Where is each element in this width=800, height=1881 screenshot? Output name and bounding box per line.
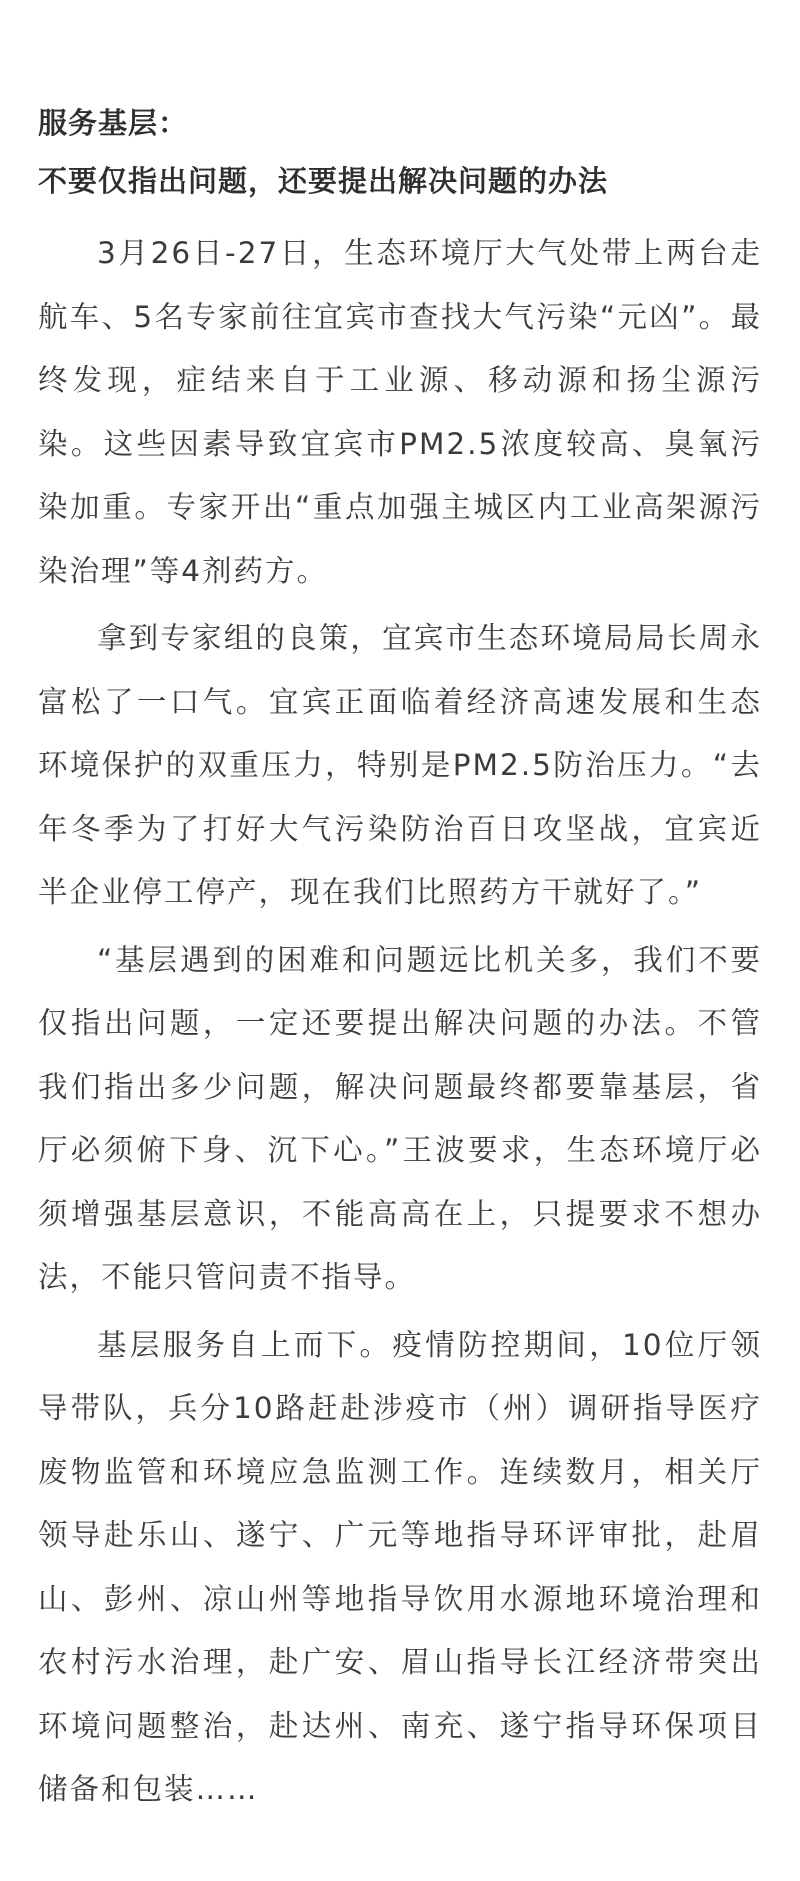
paragraph-2: 拿到专家组的良策，宜宾市生态环境局局长周永富松了一口气。宜宾正面临着经济高速发展和生态环境保护的双重压力，特别是PM2.5防治压力。“去年冬季为了打好大气污染防治百日攻坚战，宜宾近半企业停工停产，现在我们比照药方干就好了。”	[38, 621, 762, 909]
paragraph-1: 3月26日-27日，生态环境厅大气处带上两台走航车、5名专家前往宜宾市查找大气污染“元凶”。最终发现，症结来自于工业源、移动源和扬尘源污染。这些因素导致宜宾市PM2.5浓度较高、臭氧污染加重。专家开出“重点加强主城区内工业高架源污染治理”等4剂药方。	[38, 236, 762, 588]
paragraph-3: “基层遇到的困难和问题远比机关多，我们不要仅指出问题，一定还要提出解决问题的办法。不管我们指出多少问题，解决问题最终都要靠基层，省厅必须俯下身、沉下心。”王波要求，生态环境厅必须增强基层意识，不能高高在上，只提要求不想办法，不能只管问责不指导。	[38, 942, 762, 1294]
paragraph-4: 基层服务自上而下。疫情防控期间，10位厅领导带队，兵分10路赶赴涉疫市（州）调研指导医疗废物监管和环境应急监测工作。连续数月，相关厅领导赴乐山、遂宁、广元等地指导环评审批，赴眉山、彭州、凉山州等地指导饮用水源地环境治理和农村污水治理，赴广安、眉山指导长江经济带突出环境问题整治，赴达州、南充、遂宁指导环保项目储备和包装……	[38, 1327, 762, 1806]
article-body	[38, 94, 762, 1826]
section-heading: 服务基层：	[38, 106, 189, 140]
section-subheading: 不要仅指出问题，还要提出解决问题的办法	[38, 164, 609, 198]
